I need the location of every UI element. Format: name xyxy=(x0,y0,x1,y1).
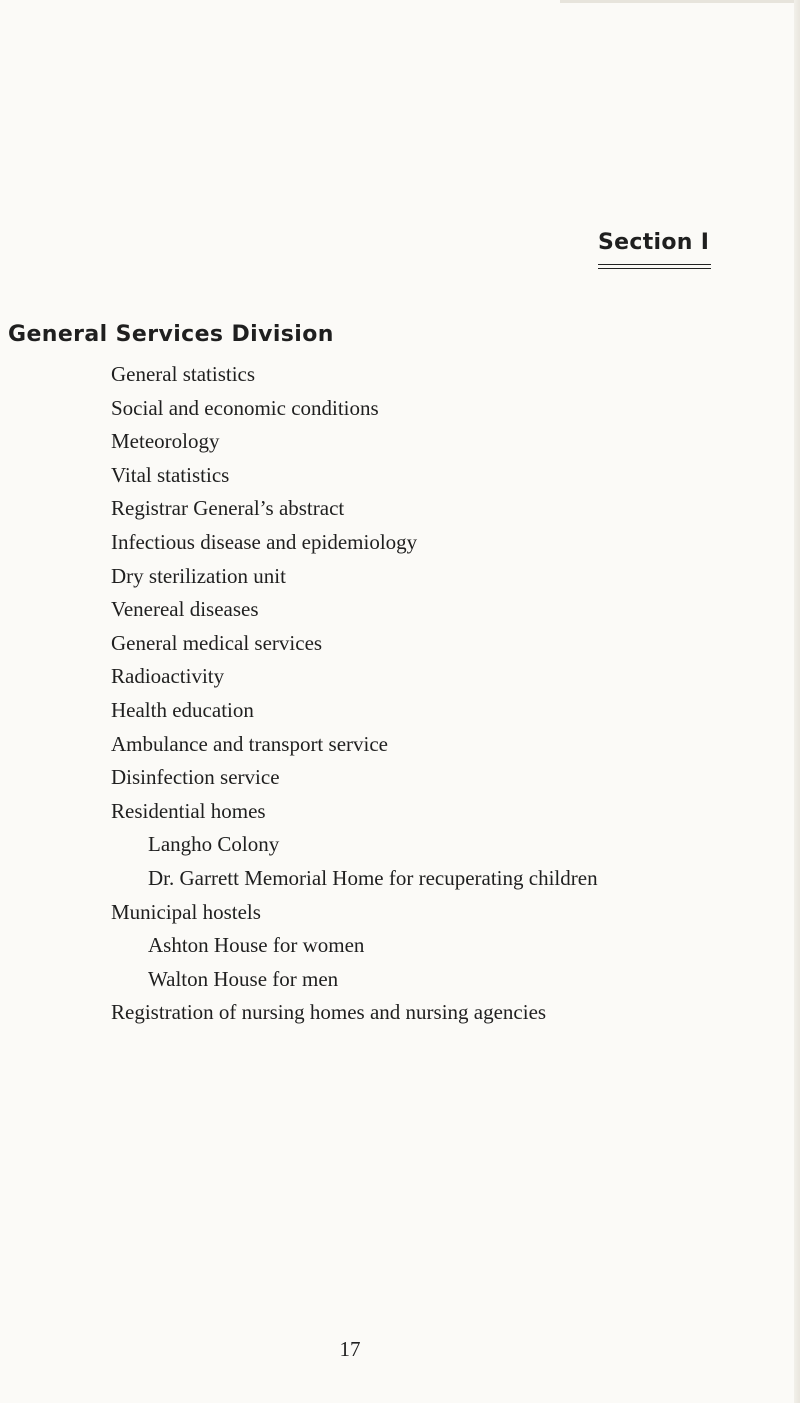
contents-item: General medical services xyxy=(111,630,323,655)
section-underline-top xyxy=(598,264,711,265)
contents-item: Ambulance and transport service xyxy=(111,731,388,756)
contents-item: Disinfection service xyxy=(111,765,280,790)
page-edge-top xyxy=(560,0,800,3)
contents-item: Social and economic conditions xyxy=(111,395,379,420)
contents-item: Radioactivity xyxy=(111,664,225,689)
contents-item: Infectious disease and epidemiology xyxy=(111,529,418,554)
contents-subitem: Ashton House for women xyxy=(148,933,365,958)
contents-item: Dry sterilization unit xyxy=(111,563,286,588)
contents-list xyxy=(111,358,598,1030)
contents-subitem: Walton House for men xyxy=(148,966,339,991)
contents-item: General statistics xyxy=(111,362,256,386)
contents-item: Municipal hostels xyxy=(111,899,261,924)
page-number: 17 xyxy=(339,1337,361,1361)
contents-item: Health education xyxy=(111,697,254,722)
contents-item: Registration of nursing homes and nursing agencies xyxy=(111,1000,547,1025)
contents-subitem: Langho Colony xyxy=(148,832,280,857)
page-edge-right xyxy=(794,0,800,1403)
contents-item: Meteorology xyxy=(111,429,220,454)
division-title: General Services Division xyxy=(8,322,334,347)
contents-item: Vital statistics xyxy=(111,462,230,487)
contents-subitem: Dr. Garrett Memorial Home for recuperating children xyxy=(148,865,598,890)
section-heading: Section I xyxy=(598,230,710,255)
section-underline-bottom xyxy=(598,268,711,269)
contents-item: Registrar General’s abstract xyxy=(111,496,345,521)
contents-item: Venereal diseases xyxy=(111,597,259,622)
contents-item: Residential homes xyxy=(111,798,266,823)
